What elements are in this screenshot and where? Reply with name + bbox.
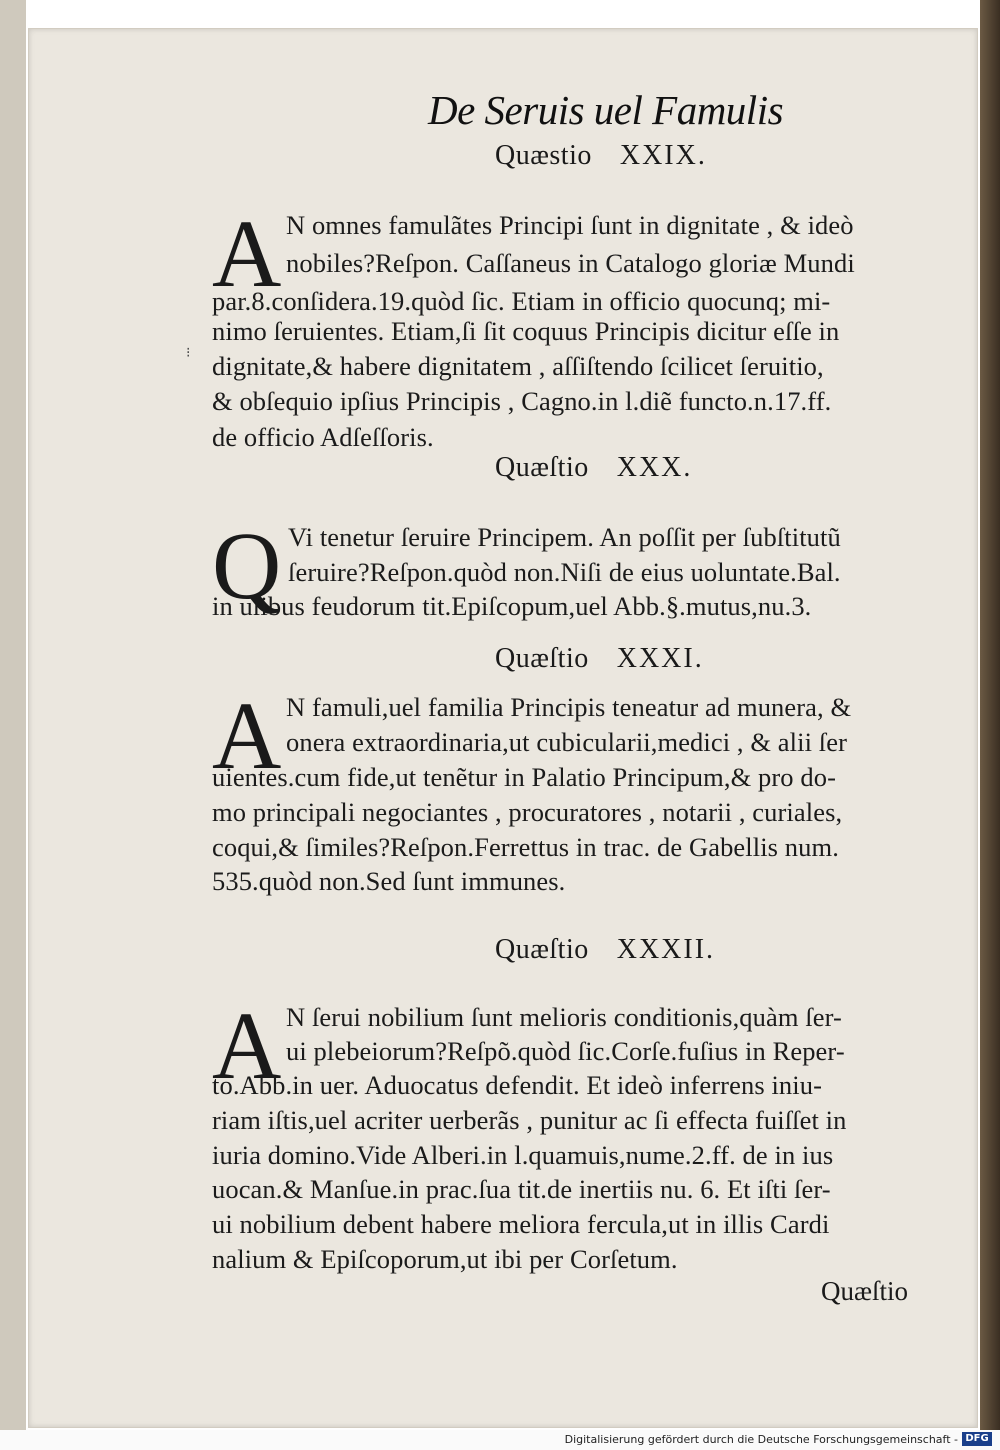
text-line: nobiles?Reſpon. Caſſaneus in Catalogo gloriæ Mundi	[286, 248, 855, 278]
text-line: uocan.& Manſue.in prac.ſua tit.de inertiis nu. 6. Et iſti ſer-	[212, 1174, 831, 1204]
question-number: XXX.	[616, 452, 693, 483]
text-line: ui plebeiorum?Reſpõ.quòd ſic.Corſe.fuſius in Reper-	[286, 1036, 845, 1066]
margin-mark: ⁝	[186, 345, 191, 361]
digitization-footer: Digitalisierung gefördert durch die Deutsche Forschungsgemeinschaft -	[564, 1433, 958, 1446]
text-line: coqui,& ſimiles?Reſpon.Ferrettus in trac. de Gabellis num.	[212, 832, 839, 862]
page-edge-left	[0, 0, 26, 1430]
question-heading	[495, 643, 704, 675]
text-line: riam iſtis,uel acriter uerberãs , punitur ac ſi effecta fuiſſet in	[212, 1105, 847, 1135]
text-line: Vi tenetur ſeruire Principem. An poſſit per ſubſtitutũ	[288, 522, 841, 552]
dfg-logo-icon: DFG	[962, 1432, 992, 1446]
catchword: Quæſtio	[821, 1276, 909, 1306]
text-line: N famuli,uel familia Principis teneatur ad munera, &	[286, 692, 852, 722]
question-word: Quæſtio	[495, 643, 589, 674]
text-line: & obſequio ipſius Principis , Cagno.in l.diẽ functo.n.17.ff.	[212, 386, 832, 416]
question-heading	[495, 140, 707, 172]
text-line: de officio Adſeſſoris.	[212, 422, 434, 452]
question-heading	[495, 452, 692, 484]
question-number: XXXI.	[616, 643, 704, 674]
text-line: N ſerui nobilium ſunt melioris conditionis,quàm ſer-	[286, 1002, 842, 1032]
text-line: nalium & Epiſcoporum,ut ibi per Corſetum.	[212, 1244, 678, 1274]
text-line: ſeruire?Reſpon.quòd non.Niſi de eius uoluntate.Bal.	[288, 557, 841, 587]
question-heading	[495, 934, 715, 966]
book-binding-edge	[980, 0, 1000, 1430]
drop-cap: A	[212, 992, 282, 1099]
drop-cap: Q	[212, 512, 282, 619]
running-head: De Seruis uel Famulis	[428, 87, 784, 133]
question-word: Quæſtio	[495, 452, 589, 483]
text-line: uientes.cum fide,ut tenẽtur in Palatio Principum,& pro do-	[212, 762, 837, 792]
text-line: N omnes famulãtes Principi ſunt in dignitate , & ideò	[286, 210, 854, 240]
drop-cap: A	[212, 200, 282, 307]
text-line: mo principali negociantes , procuratores , notarii , curiales,	[212, 797, 843, 827]
question-number: XXIX.	[619, 140, 707, 171]
text-line: iuria domino.Vide Alberi.in l.quamuis,nume.2.ff. de in ius	[212, 1140, 834, 1170]
text-line: ui nobilium debent habere meliora fercula,ut in illis Cardi	[212, 1209, 830, 1239]
text-line: onera extraordinaria,ut cubicularii,medici , & alii ſer	[286, 727, 848, 757]
text-line: dignitate,& habere dignitatem , aſſiſtendo ſcilicet ſeruitio,	[212, 351, 824, 381]
text-line: in uſibus feudorum tit.Epiſcopum,uel Abb.§.mutus,nu.3.	[212, 591, 812, 621]
question-word: Quæstio	[495, 140, 592, 171]
text-line: to.Abb.in uer. Aduocatus defendit. Et ideò inferrens iniu-	[212, 1070, 823, 1100]
text-line: nimo ſeruientes. Etiam,ſi ſit coquus Principis dicitur eſſe in	[212, 316, 840, 346]
question-number: XXXII.	[616, 934, 716, 965]
question-word: Quæſtio	[495, 934, 589, 965]
text-line: par.8.conſidera.19.quòd ſic. Etiam in officio quocunq; mi-	[212, 286, 831, 316]
drop-cap: A	[212, 682, 282, 789]
text-line: 535.quòd non.Sed ſunt immunes.	[212, 866, 566, 896]
